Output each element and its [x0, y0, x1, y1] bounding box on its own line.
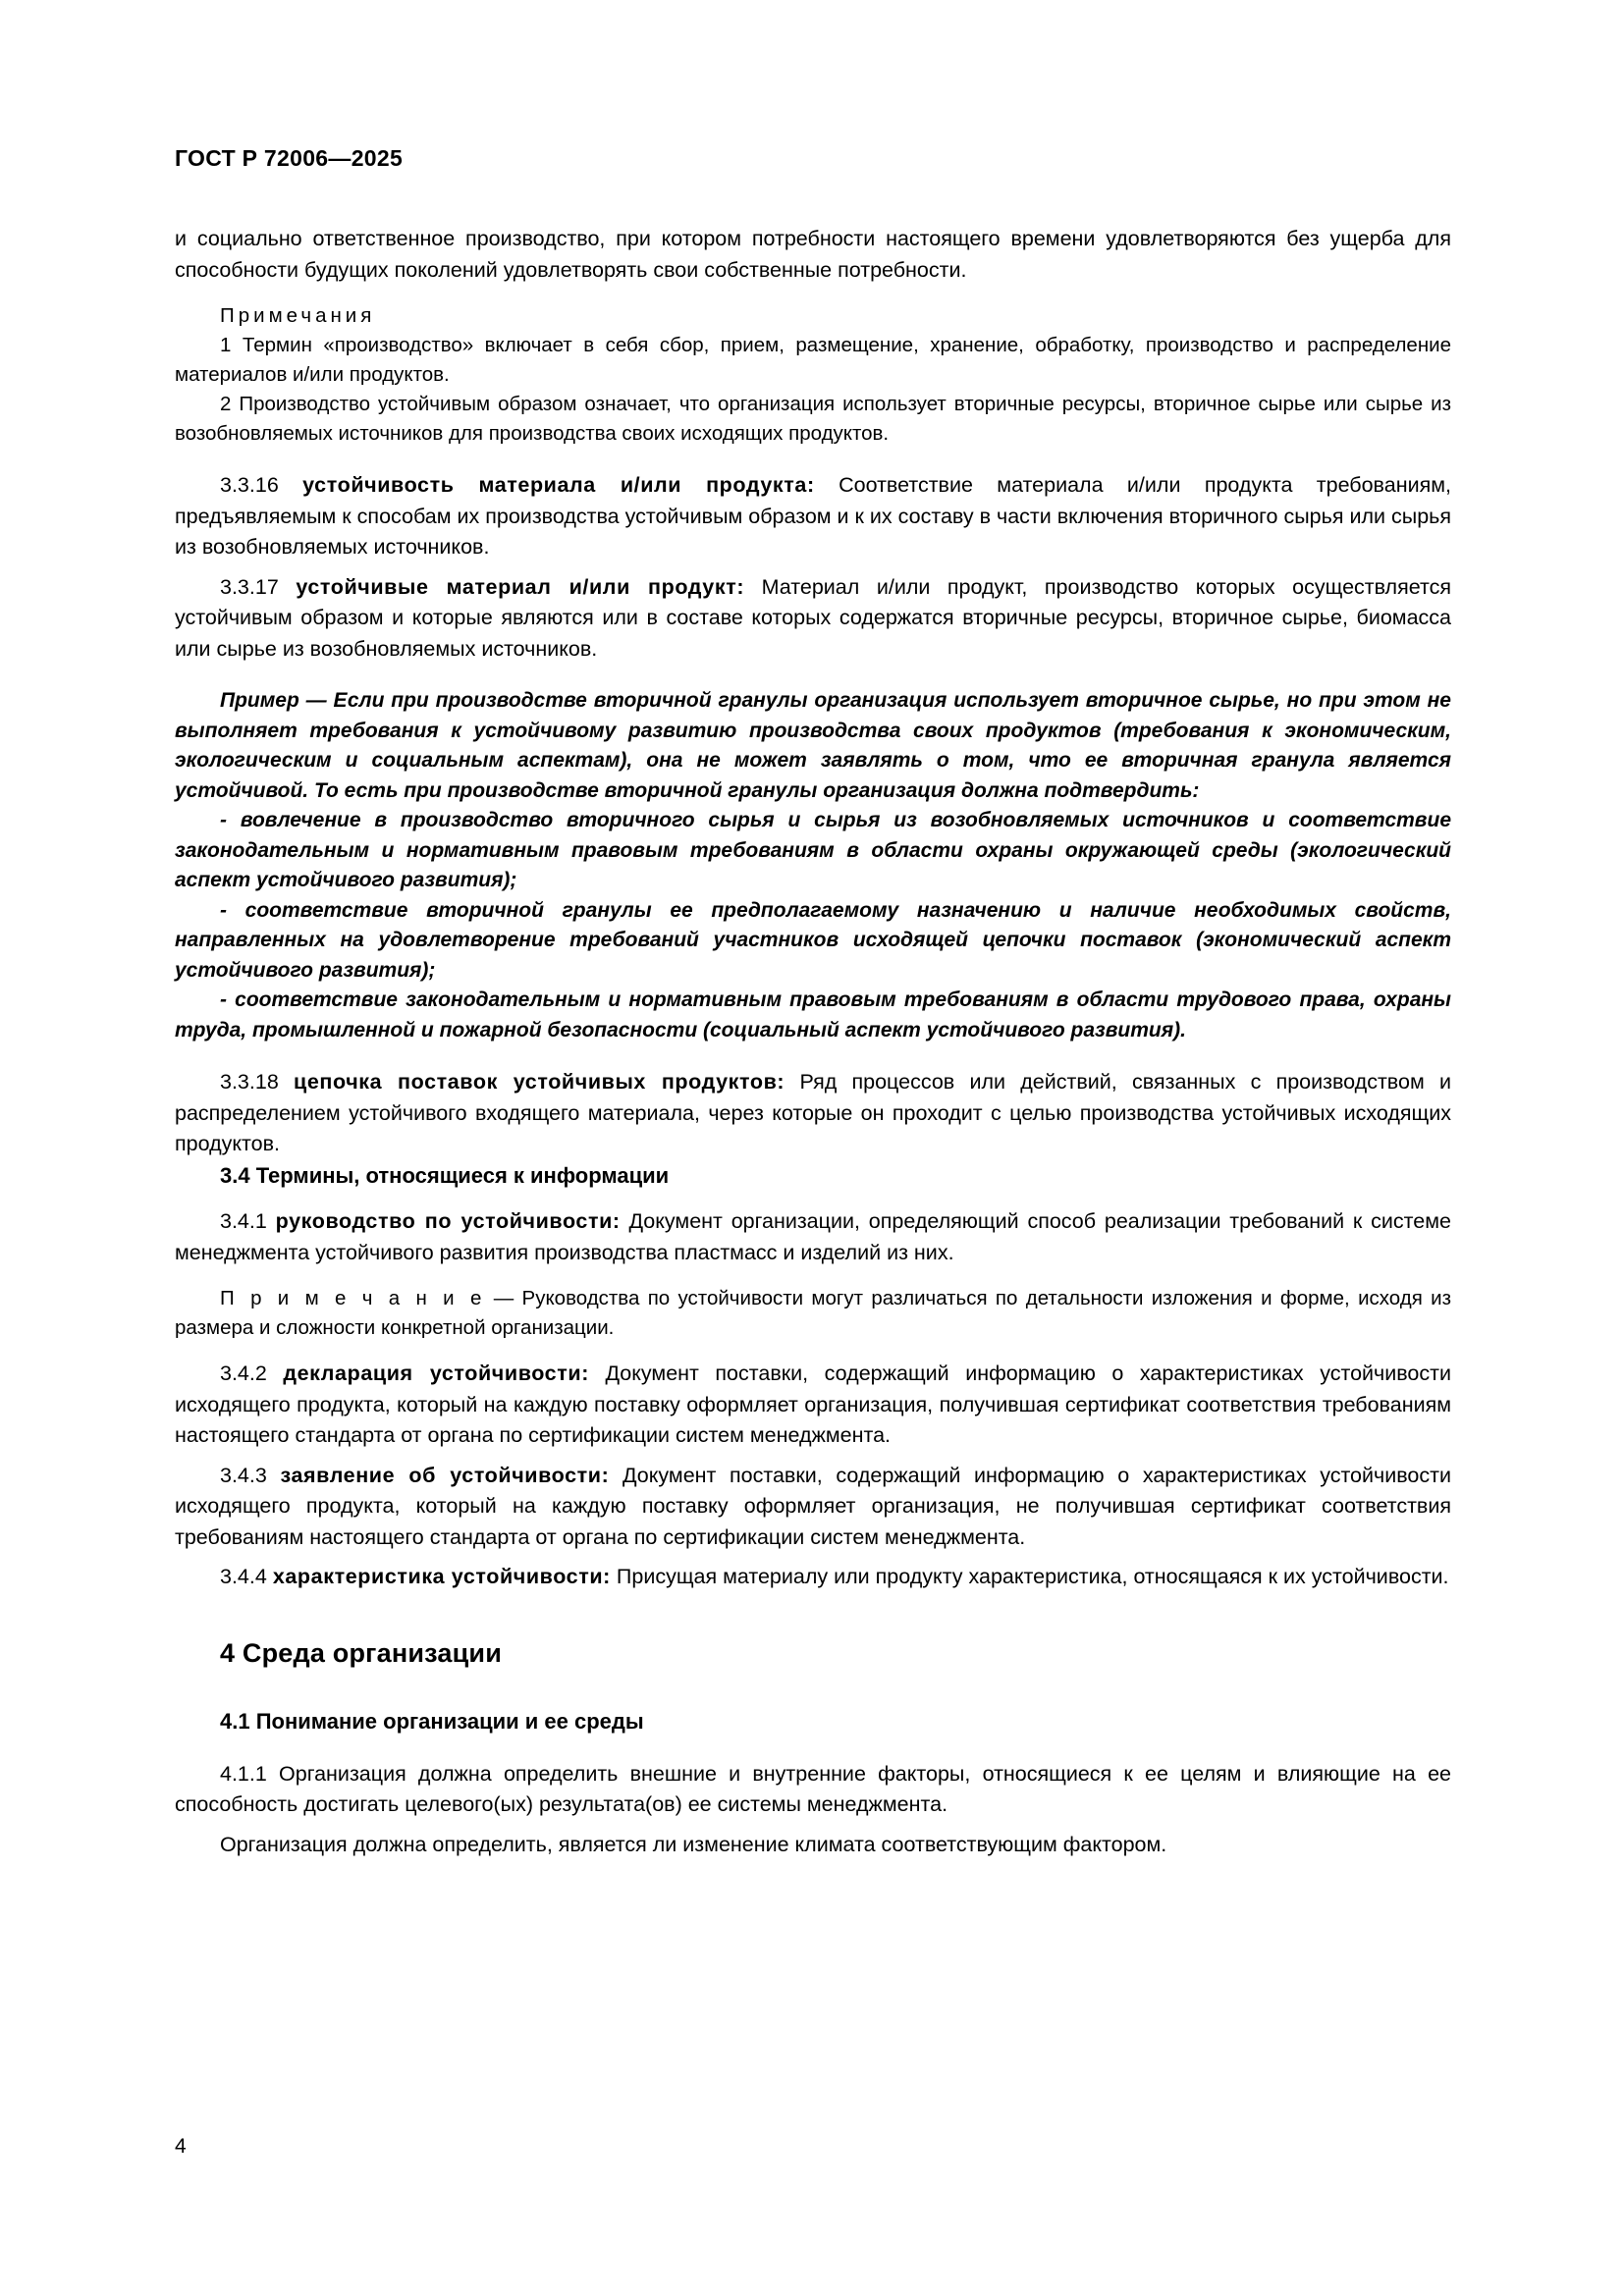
clause-text: Документ организации, определяющий способ реализации требований к системе менеджмента устойчивого развития производства пластмасс и изделий из них.	[175, 1209, 1451, 1264]
clause-number: 3.4.2	[220, 1362, 267, 1385]
notes-label: Примечания	[220, 304, 376, 327]
page-content	[175, 224, 1451, 1860]
clause-3-3-16	[175, 470, 1451, 563]
clause-term: цепочка поставок устойчивых продуктов:	[294, 1070, 785, 1094]
heading-3-4: 3.4 Термины, относящиеся к информации	[220, 1162, 670, 1188]
clause-number: 3.4.3	[220, 1463, 267, 1487]
clause-3-4-3	[175, 1461, 1451, 1554]
example-paragraph: Пример — Если при производстве вторичной гранулы организация использует вторичное сырье, но при этом не выполняет требования к устойчивому развитию производства своих продуктов (требования к экономическим, экологическим и социальным аспектам), она не может заявлять о том, что ее вторичная гранула является устойчивой. То есть при производстве вторичной гранулы организация должна подтвердить:	[175, 689, 1451, 802]
clause-term: руководство по устойчивости:	[275, 1209, 621, 1233]
clause-text: Материал и/или продукт, производство которых осуществляется устойчивым образом и которые являются или в составе которых содержатся вторичные ресурсы, вторичное сырье, биомасса или сырье из возобновляемых источников.	[175, 574, 1451, 661]
page-number: 4	[175, 2135, 187, 2158]
clause-number: 3.3.17	[220, 574, 279, 599]
note-text: — Руководства по устойчивости могут различаться по детальности изложения и форме, исходя из размера и сложности конкретной организации.	[175, 1287, 1451, 1339]
clause-number: 3.3.16	[220, 473, 279, 497]
note-2: 2 Производство устойчивым образом означает, что организация использует вторичные ресурсы, вторичное сырье или сырье из возобновляемых источников для производства своих исходящих продуктов.	[175, 393, 1451, 445]
example-bullet-1: - вовлечение в производство вторичного сырья и сырья из возобновляемых источников и соответствие законодательным и нормативным правовым требованиям в области охраны окружающей среды (экологический аспект устойчивого развития);	[175, 809, 1451, 891]
clause-term: заявление об устойчивости:	[280, 1463, 610, 1487]
clause-3-4-4	[175, 1562, 1451, 1593]
clause-number: 3.4.1	[220, 1209, 267, 1233]
page-header: ГОСТ Р 72006—2025	[175, 145, 404, 171]
example-bullet-2: - соответствие вторичной гранулы ее предполагаемому назначению и наличие необходимых свойств, направленных на удовлетворение требований участников исходящей цепочки поставок (экономический аспект устойчивого развития);	[175, 898, 1451, 982]
paragraph-intro: и социально ответственное производство, при котором потребности настоящего времени удовлетворяются без ущерба для способности будущих поколений удовлетворять свои собственные потребности.	[175, 227, 1451, 282]
clause-3-4-1	[175, 1206, 1451, 1268]
clause-4-1-1	[175, 1759, 1451, 1821]
clause-number: 4.1.1	[220, 1761, 267, 1786]
clause-term: декларация устойчивости:	[283, 1362, 589, 1385]
example-bullet-3: - соответствие законодательным и нормативным правовым требованиям в области трудового права, охраны труда, промышленной и пожарной безопасности (социальный аспект устойчивого развития).	[175, 988, 1451, 1041]
clause-term: характеристика устойчивости:	[272, 1565, 611, 1588]
note-1: 1 Термин «производство» включает в себя сбор, прием, размещение, хранение, обработку, производство и распределение материалов и/или продуктов.	[175, 334, 1451, 386]
clause-number: 3.4.4	[220, 1565, 267, 1588]
note-single	[175, 1284, 1451, 1343]
clause-text: Документ поставки, содержащий информацию о характеристиках устойчивости исходящего продукта, который на каждую поставку оформляет организация, не получившая сертификат соответствия требованиям настоящего стандарта от органа по сертификации систем менеджмента.	[175, 1463, 1451, 1549]
heading-section-4: 4 Среда организации	[220, 1637, 503, 1668]
clause-number: 3.3.18	[220, 1070, 279, 1094]
clause-text: Присущая материалу или продукту характеристика, относящаяся к их устойчивости.	[616, 1565, 1449, 1588]
clause-term: устойчивые материал и/или продукт:	[296, 574, 745, 599]
clause-text: Организация должна определить внешние и внутренние факторы, относящиеся к ее целям и влияющие на ее способность достигать целевого(ых) результата(ов) ее системы менеджмента.	[175, 1761, 1451, 1816]
note-label: П р и м е ч а н и е	[220, 1287, 486, 1309]
heading-4-1: 4.1 Понимание организации и ее среды	[220, 1709, 644, 1734]
clause-text: Ряд процессов или действий, связанных с производством и распределением устойчивого входящего материала, через которые он проходит с целью производства устойчивых исходящих продуктов.	[175, 1070, 1451, 1155]
clause-3-3-18	[175, 1067, 1451, 1160]
paragraph-last: Организация должна определить, является ли изменение климата соответствующим фактором.	[220, 1832, 1167, 1856]
clause-text: Соответствие материала и/или продукта требованиям, предъявляемым к способам их производства устойчивым образом и к их составу в части включения вторичного сырья или сырья из возобновляемых источников.	[175, 473, 1451, 559]
clause-3-4-2	[175, 1359, 1451, 1452]
clause-3-3-17	[175, 572, 1451, 666]
clause-text: Документ поставки, содержащий информацию о характеристиках устойчивости исходящего продукта, который на каждую поставку оформляет организация, получившая сертификат соответствия требованиям настоящего стандарта от органа по сертификации систем менеджмента.	[175, 1362, 1451, 1447]
clause-term: устойчивость материала и/или продукта:	[302, 473, 815, 497]
